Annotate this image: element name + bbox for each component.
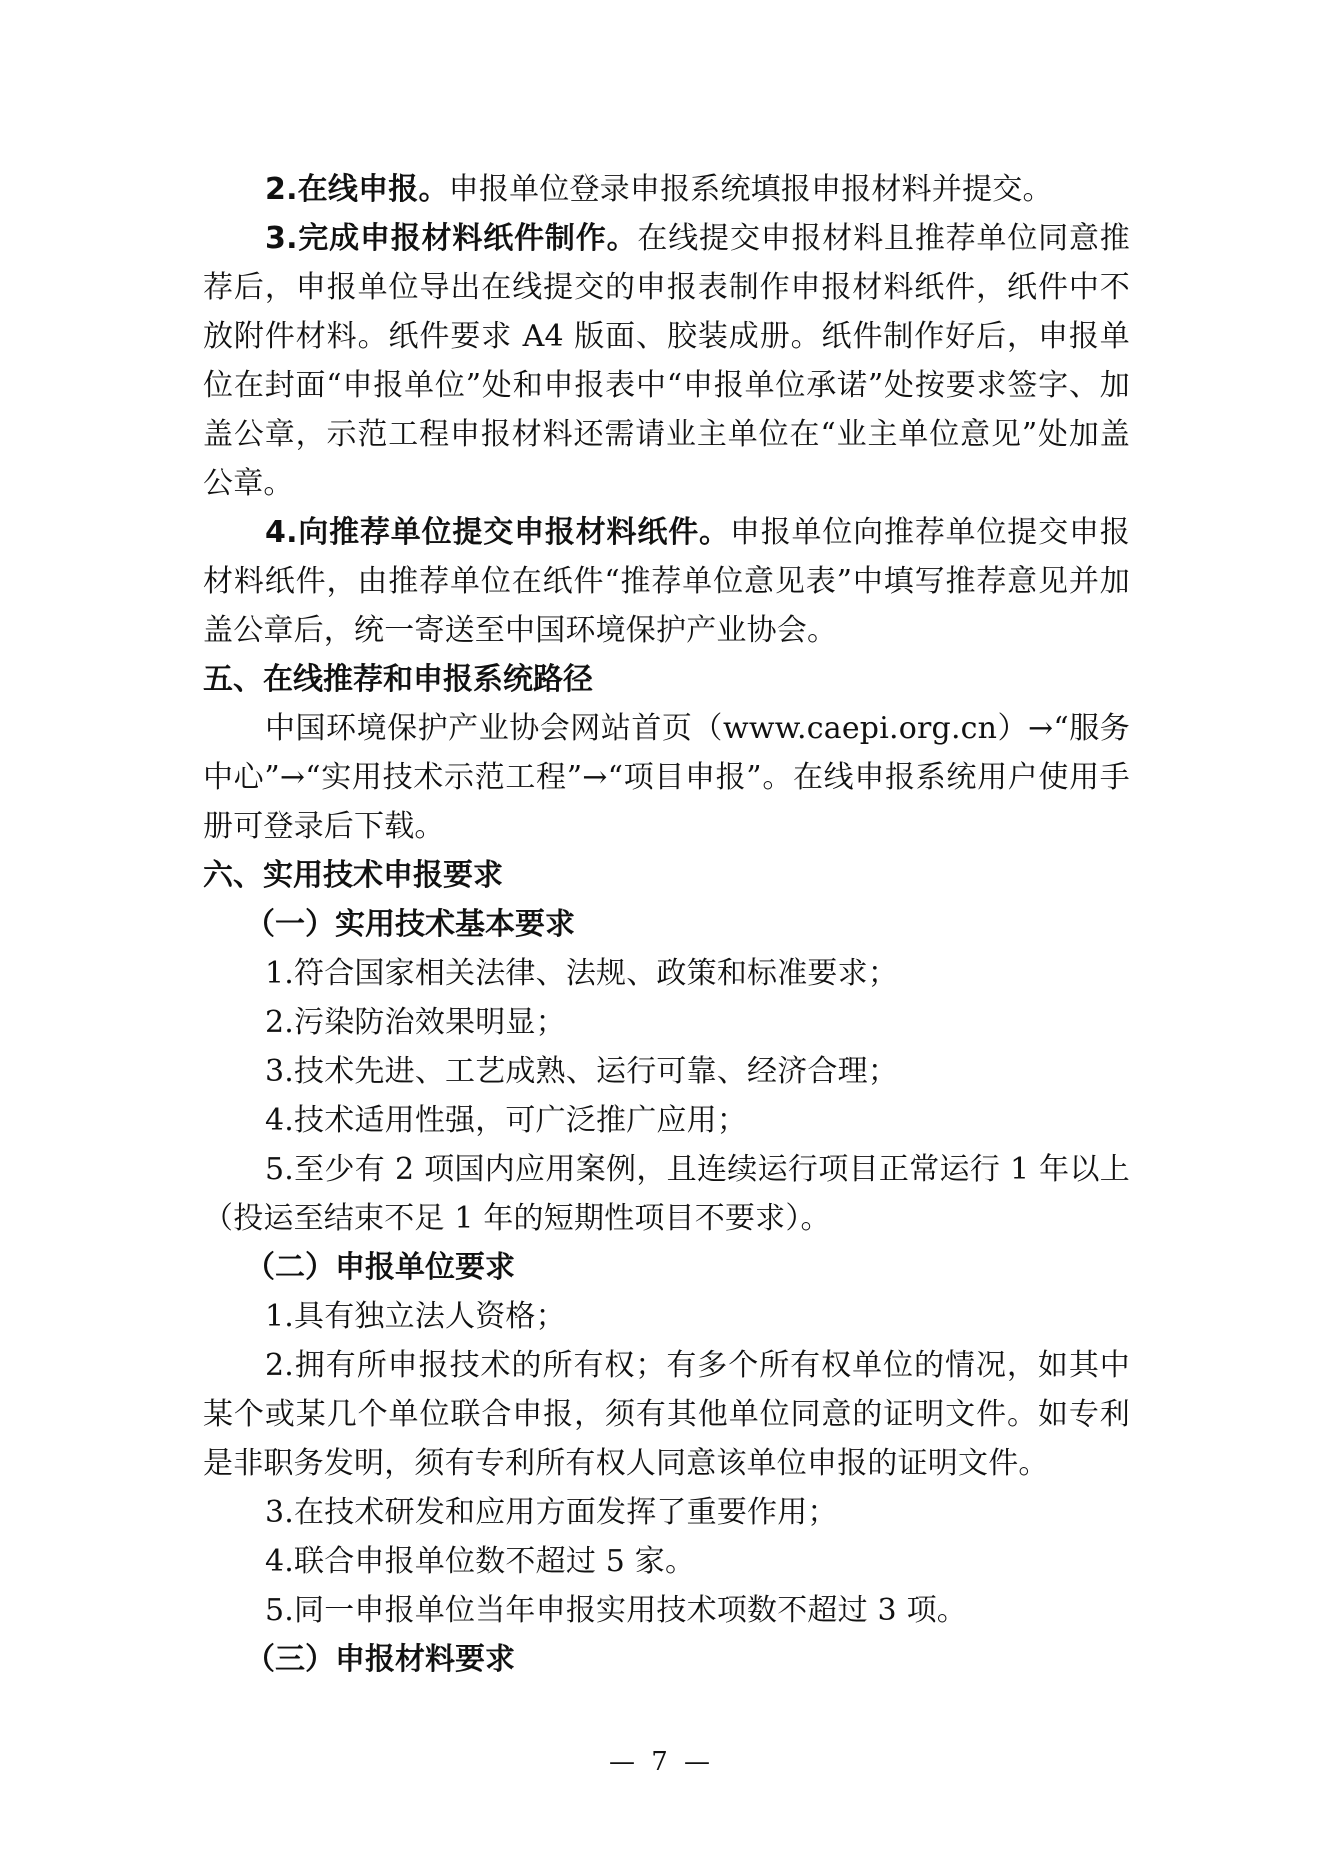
section-5-heading: 五、在线推荐和申报系统路径 [203, 662, 593, 697]
applicant-requirement-item: 2.拥有所申报技术的所有权；有多个所有权单位的情况，如其中某个或某几个单位联合申报，须有其他单位同意的证明文件。如专利是非职务发明，须有专利所有权人同意该单位申报的证明文件。 [203, 1348, 1130, 1481]
subsection-3-heading: （三）申报材料要求 [245, 1642, 515, 1677]
requirement-item: 5.至少有 2 项国内应用案例，且连续运行项目正常运行 1 年以上（投运至结束不足 1 年的短期性项目不要求）。 [203, 1152, 1130, 1236]
step-3-text: 在线提交申报材料且推荐单位同意推荐后，申报单位导出在线提交的申报表制作申报材料纸件，纸件中不放附件材料。纸件要求 A4 版面、胶装成册。纸件制作好后，申报单位在封面“申报单位”处和申报表中“申报单位承诺”处按要求签字、加盖公章，示范工程申报材料还需请业主单位在“业主单位意见”处加盖公章。 [203, 221, 1131, 501]
requirement-item: 4.技术适用性强，可广泛推广应用； [265, 1103, 748, 1138]
step-4-text: 申报单位向推荐单位提交申报材料纸件，由推荐单位在纸件“推荐单位意见表”中填写推荐意见并加盖公章后，统一寄送至中国环境保护产业协会。 [203, 515, 1130, 648]
section-6-heading: 六、实用技术申报要求 [203, 858, 503, 893]
requirement-item: 3.技术先进、工艺成熟、运行可靠、经济合理； [265, 1054, 899, 1089]
requirement-item: 2.污染防治效果明显； [265, 1005, 566, 1040]
applicant-requirement-item: 4.联合申报单位数不超过 5 家。 [265, 1544, 696, 1579]
applicant-requirement-item: 5.同一申报单位当年申报实用技术项数不超过 3 项。 [265, 1593, 967, 1628]
subsection-2-heading: （二）申报单位要求 [245, 1250, 515, 1285]
document-body [203, 165, 1130, 1684]
applicant-requirement-item: 1.具有独立法人资格； [265, 1299, 566, 1334]
step-2-paragraph [203, 165, 1130, 214]
step-2-text: 申报单位登录申报系统填报申报材料并提交。 [448, 172, 1053, 207]
page-number: — 7 — [608, 1747, 715, 1777]
step-4-lead: 4.向推荐单位提交申报材料纸件。 [265, 515, 730, 550]
requirement-item: 1.符合国家相关法律、法规、政策和标准要求； [265, 956, 899, 991]
subsection-1-heading: （一）实用技术基本要求 [245, 907, 575, 942]
step-3-paragraph [203, 214, 1130, 508]
step-3-lead: 3.完成申报材料纸件制作。 [265, 221, 638, 256]
applicant-requirement-item: 3.在技术研发和应用方面发挥了重要作用； [265, 1495, 838, 1530]
section-5-text: 中国环境保护产业协会网站首页（www.caepi.org.cn）→“服务中心”→“实用技术示范工程”→“项目申报”。在线申报系统用户使用手册可登录后下载。 [203, 711, 1130, 844]
step-2-lead: 2.在线申报。 [265, 172, 449, 207]
step-4-paragraph [203, 508, 1130, 655]
